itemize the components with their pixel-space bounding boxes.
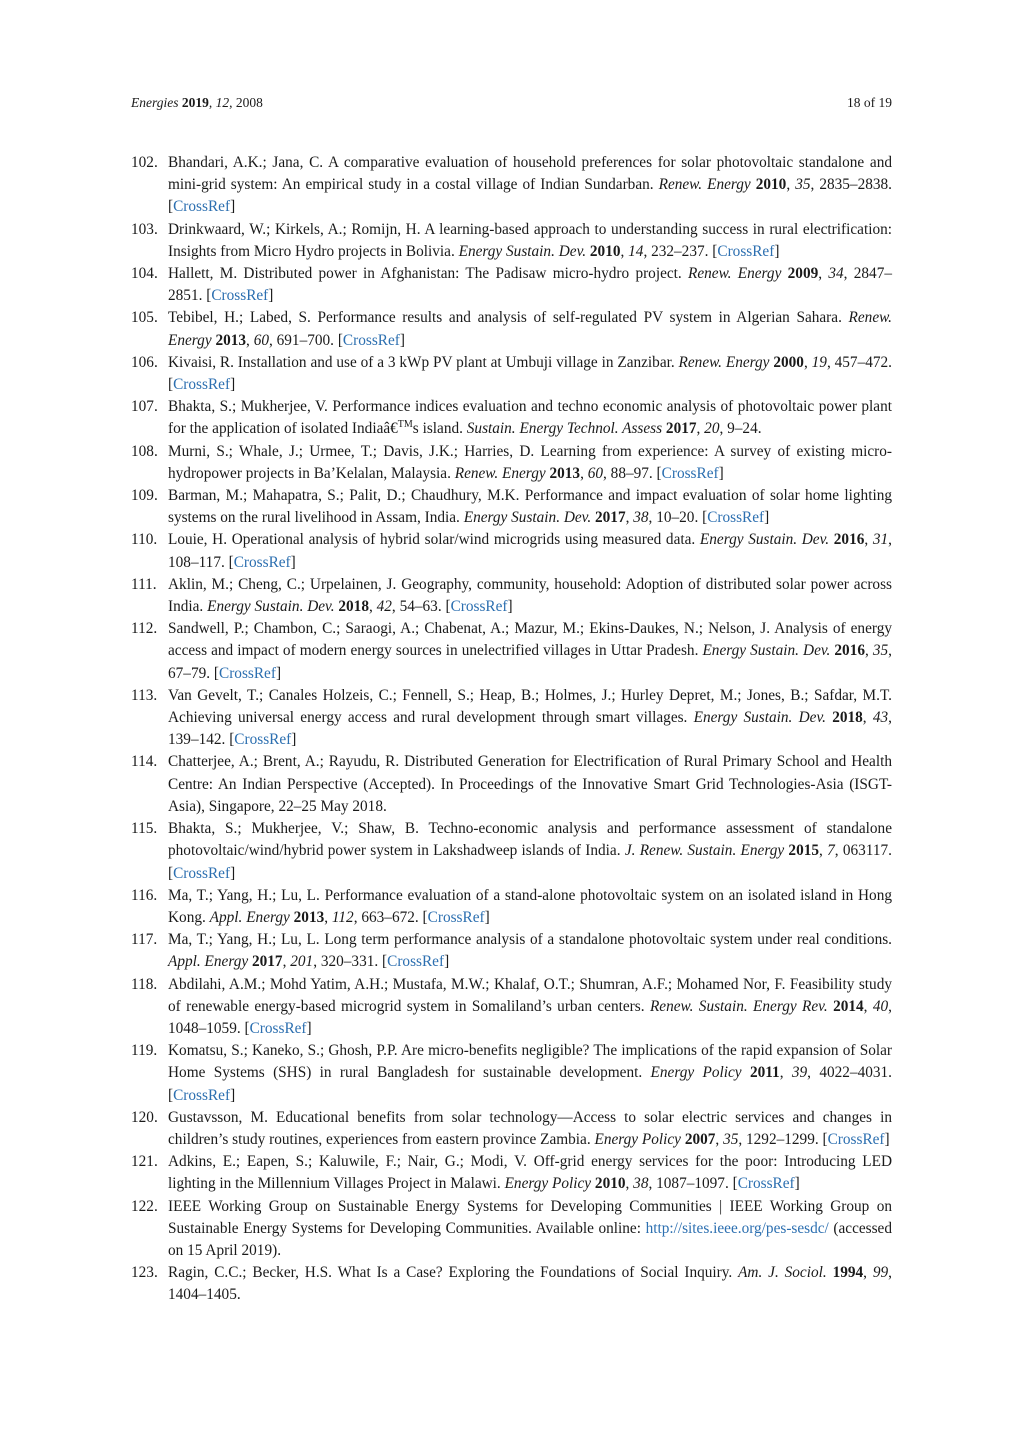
crossref-link[interactable]: CrossRef [342,331,400,349]
reference-item [131,441,892,485]
reference-number: 119. [131,1042,158,1060]
crossref-link[interactable]: CrossRef [717,242,775,260]
reference-item [131,1262,892,1306]
reference-item [131,574,892,618]
reference-item [131,219,892,263]
crossref-link[interactable]: CrossRef [211,287,269,305]
crossref-link[interactable]: CrossRef [707,509,765,527]
reference-item [131,1151,892,1195]
reference-text: Van Gevelt, T.; Canales Holzeis, C.; Fennell, S.; Heap, B.; Holmes, J.; Hurley Depret, M.; Jones, B.; Safdar, M.T. Achieving universal energy access and rural development through smart villages. Energy Sustain. Dev. 2018, 43, 139–142. [CrossRef] [168,686,892,749]
crossref-link[interactable]: CrossRef [173,376,231,394]
journal-name: Energies [131,95,179,110]
reference-text: IEEE Working Group on Sustainable Energy Systems for Developing Communities | IEEE Working Group on Sustainable Energy Systems for Developing Communities. Available online: http://sites.ieee.org/pes-sesdc/ (accessed on 15 April 2019). [168,1197,892,1259]
reference-item [131,929,892,973]
reference-item [131,685,892,752]
crossref-link[interactable]: CrossRef [173,1086,231,1104]
crossref-link[interactable]: CrossRef [173,198,231,216]
reference-number: 118. [131,975,158,993]
reference-item [131,263,892,307]
reference-text: Abdilahi, A.M.; Mohd Yatim, A.H.; Mustafa, M.W.; Khalaf, O.T.; Shumran, A.F.; Mohamed Nor, F. Feasibility study of renewable energy-based microgrid system in Somaliland’s urban centers. Renew. Sustain. Energy Rev. 2014, 40, 1048–1059. [CrossRef] [168,975,892,1037]
reference-text: Louie, H. Operational analysis of hybrid solar/wind microgrids using measured data. Energy Sustain. Dev. 2016, 31, 108–117. [CrossRef] [168,531,892,571]
reference-number: 112. [131,620,158,638]
reference-text: Ma, T.; Yang, H.; Lu, L. Performance evaluation of a stand-alone photovoltaic system on an isolated island in Hong Kong. Appl. Energy 2013, 112, 663–672. [CrossRef] [168,886,892,926]
journal-citation: Energies 2019, 12, 2008 [131,95,263,110]
reference-number: 103. [131,220,158,238]
reference-number: 117. [131,931,158,949]
reference-text: Bhakta, S.; Mukherjee, V.; Shaw, B. Techno-economic analysis and performance assessment of standalone photovoltaic/wind/hybrid power system in Lakshadweep islands of India. J. Renew. Sustain. Energy 2015, 7, 063117. [CrossRef] [168,820,892,882]
crossref-link[interactable]: CrossRef [249,1019,307,1037]
reference-item [131,529,892,573]
crossref-link[interactable]: CrossRef [450,598,508,616]
reference-text: Komatsu, S.; Kaneko, S.; Ghosh, P.P. Are micro-benefits negligible? The implications of the rapid expansion of Solar Home Systems (SHS) in rural Bangladesh for sustainable development. Energy Policy 2011, 39, 4022–4031. [CrossRef] [168,1042,892,1104]
reference-text: Sandwell, P.; Chambon, C.; Saraogi, A.; Chabenat, A.; Mazur, M.; Ekins-Daukes, N.; Nelson, J. Analysis of energy access and impact of modern energy sources in unelectrified villages in Uttar Pradesh. Energy Sustain. Dev. 2016, 35, 67–79. [CrossRef] [168,620,892,682]
crossref-link[interactable]: CrossRef [234,731,292,749]
crossref-link[interactable]: CrossRef [661,464,719,482]
reference-text: Chatterjee, A.; Brent, A.; Rayudu, R. Distributed Generation for Electrification of Rural Primary School and Health Centre: An Indian Perspective (Accepted). In Proceedings of the Innovative Smart Grid Technologies-Asia (ISGT-Asia), Singapore, 22–25 May 2018. [168,753,892,815]
reference-number: 116. [131,886,158,904]
journal-volume: 12 [215,95,230,110]
reference-number: 105. [131,309,158,327]
reference-item [131,751,892,818]
reference-text: Bhandari, A.K.; Jana, C. A comparative evaluation of household preferences for solar photovoltaic standalone and mini-grid system: An empirical study in a costal village of Indian Sundarban. Renew. Energy 2010, 35, 2835–2838. [CrossRef] [168,154,892,216]
reference-number: 104. [131,265,158,283]
reference-number: 113. [131,686,158,704]
page-header [131,95,892,115]
reference-text: Ragin, C.C.; Becker, H.S. What Is a Case? Exploring the Foundations of Social Inquiry. Am. J. Sociol. 1994, 99, 1404–1405. [168,1264,892,1304]
journal-year: 2019 [181,95,209,110]
url-link[interactable]: http://sites.ieee.org/pes-sesdc/ [645,1219,829,1237]
reference-item [131,1040,892,1107]
crossref-link[interactable]: CrossRef [737,1175,795,1193]
reference-text: Tebibel, H.; Labed, S. Performance results and analysis of self-regulated PV system in Algerian Sahara. Renew. Energy 2013, 60, 691–700. [CrossRef] [168,309,892,349]
reference-number: 123. [131,1264,158,1282]
reference-item [131,307,892,351]
reference-number: 122. [131,1197,158,1215]
reference-number: 107. [131,398,158,416]
reference-text: Adkins, E.; Eapen, S.; Kaluwile, F.; Nair, G.; Modi, V. Off-grid energy services for the poor: Introducing LED lighting in the Millennium Villages Project in Malawi. Energy Policy 2010, 38, 1087–1097. [CrossRef] [168,1153,892,1193]
crossref-link[interactable]: CrossRef [219,664,276,682]
reference-item [131,352,892,396]
crossref-link[interactable]: CrossRef [427,908,485,926]
reference-item [131,485,892,529]
reference-number: 115. [131,820,158,838]
page-number: 18 of 19 [847,95,892,110]
reference-number: 106. [131,353,158,371]
article-number: 2008 [235,95,263,110]
reference-text: Aklin, M.; Cheng, C.; Urpelainen, J. Geography, community, household: Adoption of distributed solar power across India. Energy Sustain. Dev. 2018, 42, 54–63. [CrossRef] [168,575,892,616]
reference-text: Drinkwaard, W.; Kirkels, A.; Romijn, H. A learning-based approach to understanding success in rural electrification: Insights from Micro Hydro projects in Bolivia. Energy Sustain. Dev. 2010, 14, 232–237. [CrossRef] [168,220,892,260]
crossref-link[interactable]: CrossRef [173,864,231,882]
reference-number: 114. [131,753,158,771]
reference-number: 121. [131,1153,158,1171]
reference-text: Bhakta, S.; Mukherjee, V. Performance indices evaluation and techno economic analysis of photovoltaic power plant for the application of isolated Indiaâ€™s island. Sustain. Energy Technol. Assess 2017, 20, 9–24. [168,398,892,438]
reference-item [131,818,892,885]
crossref-link[interactable]: CrossRef [387,953,445,971]
reference-item [131,974,892,1041]
crossref-link[interactable]: CrossRef [233,553,291,571]
reference-number: 120. [131,1108,158,1126]
reference-text: Gustavsson, M. Educational benefits from solar technology—Access to solar electric services and changes in children’s study routines, experiences from eastern province Zambia. Energy Policy 2007, 35, 1292–1299. [CrossRef] [168,1108,892,1148]
reference-item [131,1196,892,1263]
crossref-link[interactable]: CrossRef [827,1130,885,1148]
reference-item [131,1107,892,1151]
reference-item [131,396,892,440]
reference-text: Kivaisi, R. Installation and use of a 3 kWp PV plant at Umbuji village in Zanzibar. Renew. Energy 2000, 19, 457–472. [CrossRef] [168,353,892,394]
reference-item [131,618,892,685]
reference-number: 111. [131,575,157,593]
reference-number: 110. [131,531,158,549]
reference-text: Hallett, M. Distributed power in Afghanistan: The Padisaw micro-hydro project. Renew. Energy 2009, 34, 2847–2851. [CrossRef] [168,265,892,305]
reference-number: 102. [131,154,158,171]
reference-item [131,885,892,929]
reference-text: Barman, M.; Mahapatra, S.; Palit, D.; Chaudhury, M.K. Performance and impact evaluation of solar home lighting systems on the rural livelihood in Assam, India. Energy Sustain. Dev. 2017, 38, 10–20. [CrossRef] [168,487,892,527]
reference-list [131,152,892,1307]
reference-text: Murni, S.; Whale, J.; Urmee, T.; Davis, J.K.; Harries, D. Learning from experience: A survey of existing micro-hydropower projects in Ba’Kelalan, Malaysia. Renew. Energy 2013, 60, 88–97. [CrossRef] [168,442,892,482]
reference-number: 109. [131,487,158,505]
reference-item [131,152,892,219]
reference-text: Ma, T.; Yang, H.; Lu, L. Long term performance analysis of a standalone photovoltaic system under real conditions. Appl. Energy 2017, 201, 320–331. [CrossRef] [168,931,892,971]
reference-number: 108. [131,442,158,460]
